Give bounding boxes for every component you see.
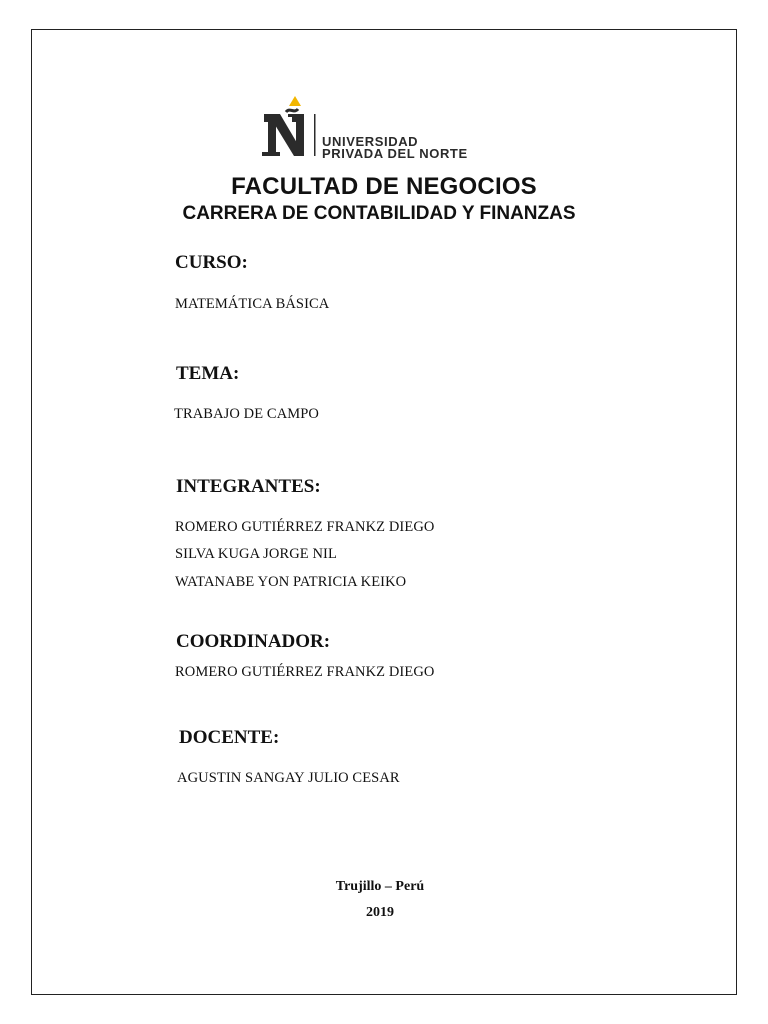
integrante-2: SILVA KUGA JORGE NIL bbox=[175, 546, 337, 562]
university-logo bbox=[262, 94, 477, 160]
career-title: CARRERA DE CONTABILIDAD Y FINANZAS bbox=[182, 203, 576, 224]
tema-value: TRABAJO DE CAMPO bbox=[174, 406, 320, 422]
docente-value: AGUSTIN SANGAY JULIO CESAR bbox=[177, 770, 400, 786]
n-monogram-icon bbox=[262, 94, 322, 160]
faculty-title: FACULTAD DE NEGOCIOS bbox=[231, 173, 537, 200]
curso-label: CURSO: bbox=[175, 252, 248, 273]
coordinador-label: COORDINADOR: bbox=[176, 631, 331, 652]
university-name-line1: UNIVERSIDAD bbox=[322, 134, 419, 149]
footer-year: 2019 bbox=[366, 905, 394, 920]
curso-value: MATEMÁTICA BÁSICA bbox=[175, 296, 330, 312]
tema-label: TEMA: bbox=[176, 363, 240, 384]
integrante-1: ROMERO GUTIÉRREZ FRANKZ DIEGO bbox=[175, 519, 435, 535]
logo-accent-triangle bbox=[289, 96, 301, 106]
integrante-3: WATANABE YON PATRICIA KEIKO bbox=[175, 574, 407, 590]
docente-label: DOCENTE: bbox=[179, 727, 280, 748]
footer-place: Trujillo – Perú bbox=[335, 879, 425, 894]
university-name-line2: PRIVADA DEL NORTE bbox=[322, 146, 468, 161]
integrantes-label: INTEGRANTES: bbox=[176, 476, 321, 497]
university-name bbox=[322, 136, 468, 160]
coordinador-value: ROMERO GUTIÉRREZ FRANKZ DIEGO bbox=[175, 664, 435, 680]
